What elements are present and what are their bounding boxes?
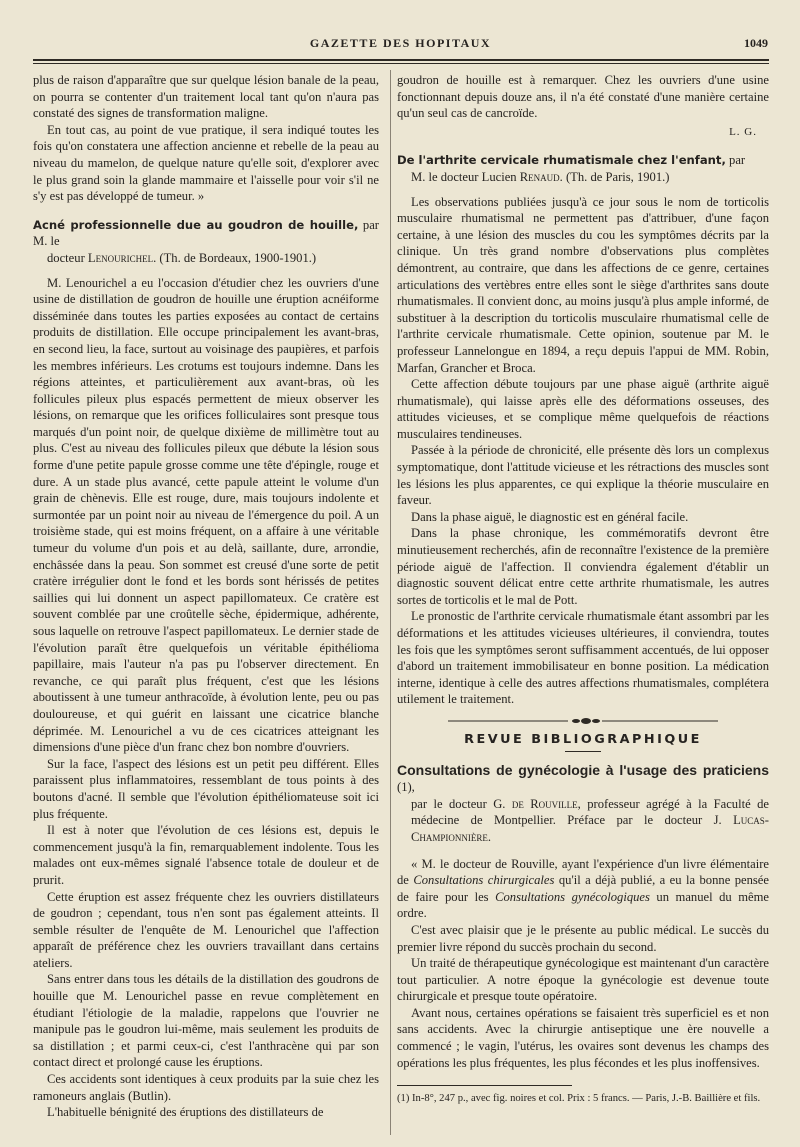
paragraph: Dans la phase aiguë, le diagnostic est en général facile. bbox=[411, 509, 689, 524]
ornamental-divider bbox=[448, 716, 718, 726]
paragraph: Dans la phase chronique, les commémoratifs devront être minutieusement recherchés, afin de reconnaître l'existence de la première période aiguë de l'affection. Il conviendra également d'établir un diagnostic souvent délicat entre cette arthrite rhumatismale, les autres sortes de torticolis et le mal de Pott. bbox=[397, 526, 769, 607]
header-rule-thick bbox=[33, 59, 769, 61]
page-header bbox=[33, 36, 768, 56]
italic-title: Consultations gynécologiques bbox=[495, 889, 650, 904]
quote-mid: qu'il a déjà publié, a eu la bonne pensée de faire pour les bbox=[397, 873, 769, 904]
article-title-text: Acné professionnelle due au goudron de houille, bbox=[33, 217, 359, 232]
column-divider bbox=[390, 70, 391, 1135]
article-title-acne bbox=[33, 217, 379, 267]
article-title-arthrite bbox=[397, 152, 769, 185]
book-details bbox=[397, 796, 769, 846]
footnote-ref: (1), bbox=[397, 780, 415, 795]
author-prefix: docteur bbox=[47, 250, 85, 265]
author-name: Renaud bbox=[519, 169, 560, 184]
journal-title: GAZETTE DES HOPITAUX bbox=[309, 36, 492, 50]
paragraph: M. Lenourichel a eu l'occasion d'étudier chez les ouvriers d'une usine de distillation de goudron de houille une éruption acnéiforme disséminée dans toutes les parties exposées au contact de certains produits de distillation. Elle occupe principalement les avant-bras, en second lieu, la face, surtout au voisinage des paupières, et parfois les membres inférieurs. Les crotums est toujours indemne. Dans les régions atteintes, et particulièrement aux avant-bras, où les follicules pileux plus espacés permettent de mieux observer les lésions, on remarque que les orifices folliculaires sont presque tous marqués d'un point noir, de quelque dixième de millimètre tout au plus. C'est au niveau des follicules pileux que débute la lésion sous forme d'une petite papule grosse comme une tête d'épingle, rouge et dure. A un stade plus avancé, cette papule atteint le volume d'un grain de chènevis. Elle est rouge, dure, mais toujours indolente et surmontée par un point noir au niveau de l'émergence du poil. A un troisième stade, qui est moins fréquent, on a affaire à une véritable tumeur du volume d'un pois et au delà, saillante, dure, arrondie, enchâssée dans la peau. Son sommet est creusé d'une sorte de petit cratère irrégulier dont le fond et les bords sont hérissés de petites saillies qui lui donnent un aspect papillomateux. Ce cratère est souvent comblée par une croûtelle sèche, épidermique, adhérente, sous laquelle on retrouve l'aspect papillomateux. Le dernier stade de l'évolution paraît être quelquefois un véritable épithélioma papillaire, mais l'auteur n'a pas pu l'observer directement. En revanche, ce qui paraît plus fréquent, c'est que les lésions aboutissent à une tumeur anthracoïde, à évolution lente, peu ou pas douloureuse, et qui guérit en laissant une cicatrice blanche déprimée. M. Lenourichel a vu de ces cicatrices atteignant les dimensions d'une pièce d'un franc chez bon nombre d'ouvriers. bbox=[33, 275, 379, 755]
page-number: 1049 bbox=[744, 36, 768, 50]
preface-author: J. Lucas-Championnière bbox=[411, 813, 769, 844]
paragraph: Les observations publiées jusqu'à ce jour sous le nom de torticolis musculaire rhumatismal ne permettent pas d'attribuer, d'une façon certaine, à une lésion des muscles du cou les symptômes décrits par la clinique. Un très grand nombre d'observations plus complètes démontrent, au contraire, que dans les affections de ce genre, certaines articulations des vertèbres entre elles sont le siège d'arthrites sans doute rhumatismales. Il convient donc, au moins jusqu'à plus ample informé, de substituer à la description du torticolis musculaire rhumatismal celle de l'arthrite cervicale rhumatismale. Cette opinion, soutenue par M. le professeur Lannelongue en 1894, a reçu depuis l'appui de MM. Robin, Marfan, Grancher et Broca. bbox=[397, 194, 769, 375]
paragraph: C'est avec plaisir que je le présente au public médical. Le succès du premier livre répond du succès prochain du second. bbox=[397, 922, 769, 954]
book-title: Consultations de gynécologie à l'usage des praticiens bbox=[397, 761, 769, 778]
book-by: par le docteur G. bbox=[411, 796, 506, 811]
italic-title: Consultations chirurgicales bbox=[413, 873, 555, 888]
paragraph: Sans entrer dans tous les détails de la distillation des goudrons de houille que M. Lenourichel passe en revue complètement en étudiant l'étiologie de la maladie, rappelons que l'ouvrier ne manipule pas le goudron lui-même, mais seulement les produits de sa distillation ; et parmi ceux-ci, c'est l'anthracène qui par son contact direct et prolongé cause les éruptions. bbox=[33, 972, 379, 1070]
book-author: de Rouville bbox=[511, 796, 578, 811]
heading-underline bbox=[565, 751, 601, 752]
footnote: (1) In-8°, 247 p., avec fig. noires et col. Prix : 5 francs. — Paris, J.-B. Baillière et fils. bbox=[397, 1093, 761, 1105]
article-byline bbox=[33, 250, 379, 267]
paragraph: En tout cas, au point de vue pratique, il sera indiqué toutes les fois qu'on constatera une affection ancienne et rebelle de la peau au niveau du mamelon, de quelque nature qu'elle soit, d'explorer avec le plus grand soin la glande mammaire et l'aisselle pour voir s'il ne s'y est pas développé de tumeur. » bbox=[33, 122, 379, 204]
article-source: . (Th. de Bordeaux, 1900-1901.) bbox=[153, 250, 317, 265]
signature: L. G. bbox=[729, 125, 757, 138]
article-by: par M. le bbox=[33, 217, 380, 249]
right-column bbox=[397, 72, 769, 1105]
article-source: . (Th. de Paris, 1901.) bbox=[559, 169, 670, 184]
article-by: par bbox=[729, 153, 746, 168]
footnote-rule bbox=[397, 1085, 572, 1086]
paragraph bbox=[397, 856, 769, 922]
paragraph: Sur la face, l'aspect des lésions est un petit peu différent. Elles paraissent plus inflammatoires, ressemblant de tous points à des boutons d'acné. Il semble que l'évolution épithéliomateuse soit ici plus fréquente. bbox=[33, 756, 379, 821]
left-column bbox=[33, 72, 379, 1121]
quote-start: « M. le docteur de Rouville, ayant l'expérience d'un livre élémentaire de bbox=[397, 856, 769, 888]
paragraph: Le pronostic de l'arthrite cervicale rhumatismale étant assombri par les déformations et les attitudes vicieuses ultérieures, il conviendra, toutes les fois que les symptômes seront suffisamment accentués, de lui opposer d'abord un traitement immobilisateur en bonne position. La médication interne, identique à celle des autres affections rhumatismales, complétera utilement le traitement. bbox=[397, 609, 769, 707]
paragraph: Un traité de thérapeutique gynécologique est maintenant d'un caractère tout particulier. A notre époque la gynécologie est devenue toute chirurgicale et presque toute opératoire. bbox=[397, 956, 769, 1004]
paragraph: Cette affection débute toujours par une phase aiguë (arthrite aiguë rhumatismale), qui laisse après elle des déformations osseuses, des attitudes vicieuses, et se complique même quelquefois de réactions musculaires tendineuses. bbox=[397, 377, 769, 441]
book-end: . bbox=[487, 829, 492, 844]
book-desc: , professeur agrégé à la Faculté de médecine de Montpellier. Préface par le docteur bbox=[411, 796, 769, 828]
book-review-title bbox=[397, 762, 769, 846]
paragraph: plus de raison d'apparaître que sur quelque lésion banale de la peau, on pourra se contenter d'un traitement local tant qu'on n'aura pas constaté des signes de transformation maligne. bbox=[33, 73, 379, 121]
header-rule-thin bbox=[33, 63, 769, 64]
paragraph: Avant nous, certaines opérations se faisaient très superficiel es et non sans accidents. Avec la chirurgie antiseptique une ère nouvelle a commencé ; le vagin, l'utérus, les ovaires sont devenus les champs des opérations les plus fréquentes, les plus fécondes et les plus inoffensives. bbox=[397, 1005, 769, 1070]
article-byline bbox=[397, 169, 769, 186]
paragraph: Passée à la période de chronicité, elle présente dès lors un complexus symptomatique, dont l'attitude vicieuse et les rétractions des muscles sont les lésions les plus apparentes, ce qui explique la théorie musculaire en faveur. bbox=[397, 443, 769, 508]
paragraph: Ces accidents sont identiques à ceux produits par la suie chez les ramoneurs anglais (Butlin). bbox=[33, 1072, 379, 1103]
paragraph: Cette éruption est assez fréquente chez les ouvriers distillateurs de goudron ; cependant, tous n'en sont pas également atteints. Il semble résulter de l'enquête de M. Lenourichel que l'affection apparaît de préférence chez les ouvriers travaillant dans certains ateliers. bbox=[33, 889, 379, 970]
section-heading: REVUE BIBLIOGRAPHIQUE bbox=[464, 731, 702, 747]
paragraph: goudron de houille est à remarquer. Chez les ouvriers d'une usine fonctionnant depuis douze ans, il n'a été constaté d'une manière certaine qu'un seul cas de cancroïde. bbox=[397, 73, 769, 121]
article-title-text: De l'arthrite cervicale rhumatismale chez l'enfant, bbox=[397, 153, 726, 168]
paragraph: Il est à noter que l'évolution de ces lésions est, depuis le commencement jusqu'à la fin, remarquablement indolente. Tous les malades ont eux-mêmes signalé l'absence totale de douleur et de prurit. bbox=[33, 823, 379, 887]
author-name: Lenourichel bbox=[87, 250, 154, 265]
quote-end: un manuel du même ordre. bbox=[397, 889, 769, 921]
author-prefix: M. le docteur Lucien bbox=[411, 169, 517, 184]
paragraph: L'habituelle bénignité des éruptions des distillateurs de bbox=[47, 1105, 324, 1120]
